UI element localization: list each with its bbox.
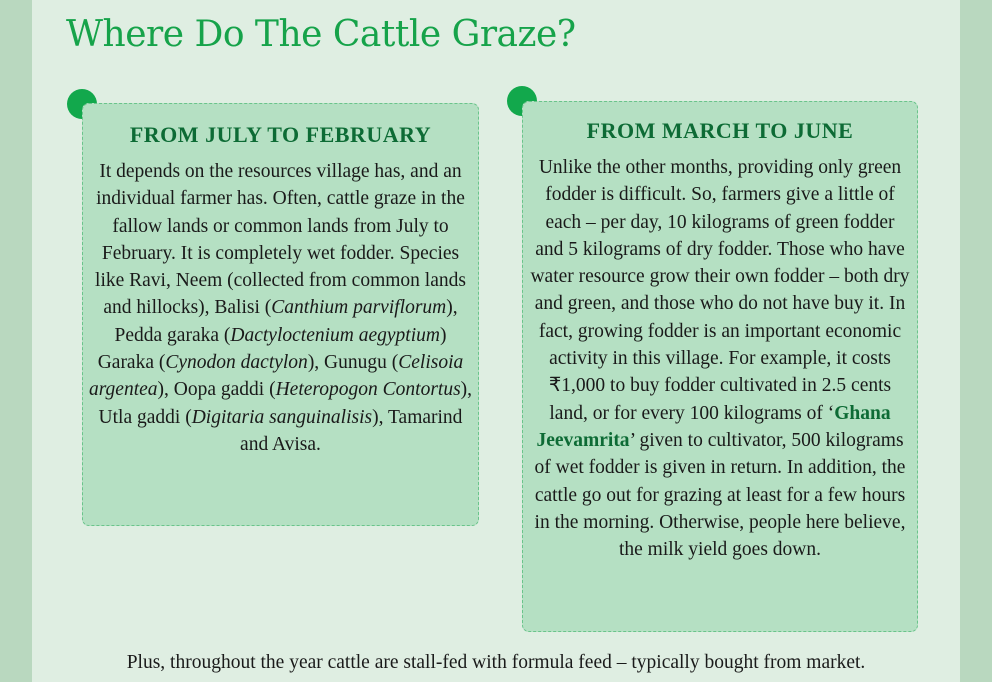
- text-span: ), Pedda garaka (: [114, 297, 458, 346]
- species-name: Dactyloctenium aegyptium: [230, 324, 440, 346]
- box-body: [87, 158, 474, 458]
- species-name: Celisoia argentea: [88, 352, 464, 401]
- july-february-box: [82, 103, 479, 526]
- species-name: Digitaria sanguinalisis: [191, 406, 373, 428]
- page-title: Where Do The Cattle Graze?: [66, 14, 576, 55]
- footer-note: Plus, throughout the year cattle are stall-fed with formula feed – typically bought from market.: [126, 652, 866, 673]
- page: [32, 0, 960, 682]
- species-name: Heteropogon Contortus: [275, 379, 461, 401]
- march-june-box: [522, 101, 918, 632]
- text-span: ’ given to cultivator, 500 kilograms of wet fodder is given in return. In addition, the cattle go out for grazing at least for a few hours in the morning. Otherwise, people here believe, the milk yield goes down.: [534, 429, 906, 561]
- text-span: ), Tamarind and Avisa.: [240, 406, 463, 455]
- text-span: ) Garaka (: [97, 324, 447, 374]
- highlight-term: Ghana Jeevamrita: [536, 402, 891, 451]
- text-span: It depends on the resources village has, and an individual farmer has. Often, cattle graze in the fallow lands or common lands from July to February. It is completely wet fodder. Species like Ravi, Neem (collected from common lands and hillocks), Balisi (: [95, 161, 466, 319]
- box-body: [529, 154, 911, 563]
- species-name: Canthium parviflorum: [271, 297, 447, 319]
- text-span: ), Utla gaddi (: [98, 379, 473, 428]
- box-heading: FROM JULY TO FEBRUARY: [129, 122, 432, 147]
- text-span: Unlike the other months, providing only green fodder is difficult. So, farmers give a little of each – per day, 10 kilograms of green fodder and 5 kilograms of dry fodder. Those who have water resource grow their own fodder – both dry and green, and those who do not have buy it. In fact, growing fodder is an important economic activity in this village. For example, it costs ₹1,000 to buy fodder cultivated in 2.5 cents land, or for every 100 kilograms of ‘: [530, 157, 910, 424]
- text-span: ), Gunugu (: [307, 352, 399, 374]
- species-name: Cynodon dactylon: [165, 352, 308, 374]
- text-span: ), Oopa gaddi (: [157, 379, 276, 401]
- box-heading: FROM MARCH TO JUNE: [586, 118, 854, 143]
